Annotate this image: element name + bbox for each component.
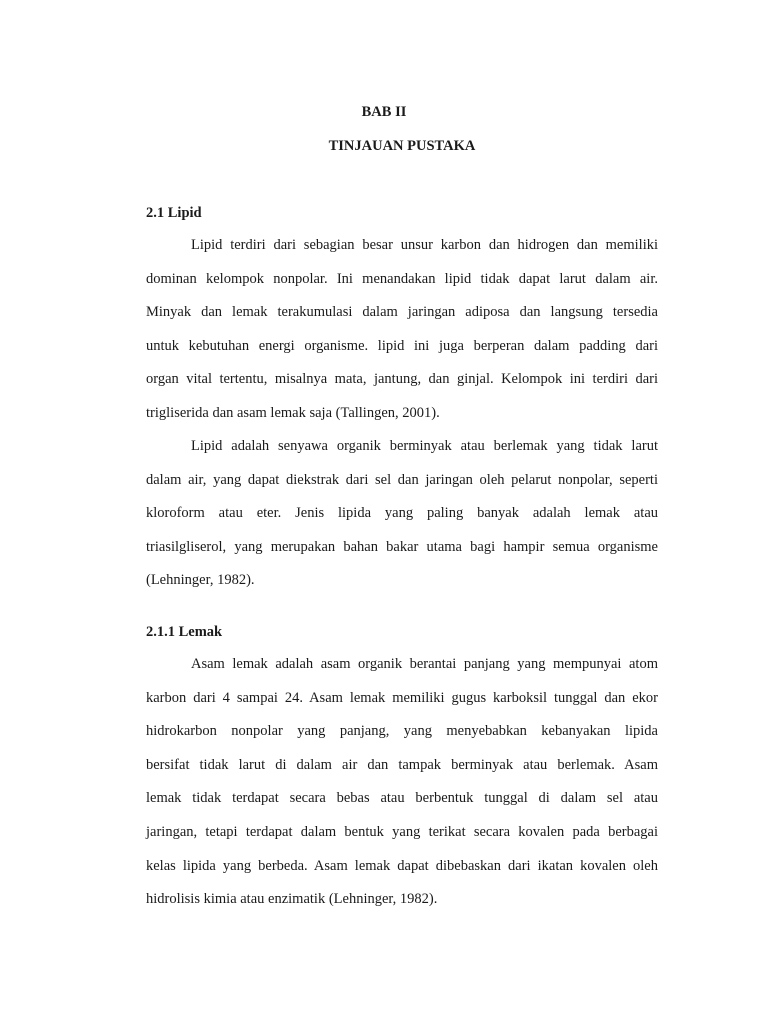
paragraph-line: (Lehninger, 1982). [146, 572, 255, 589]
paragraph-line: organ vital tertentu, misalnya mata, jantung, dan ginjal. Kelompok ini terdiri dari [146, 371, 658, 388]
paragraph [146, 648, 658, 917]
paragraph-line: kelas lipida yang berbeda. Asam lemak dapat dibebaskan dari ikatan kovalen oleh [146, 857, 658, 874]
paragraph-line: dalam air, yang dapat diekstrak dari sel dan jaringan oleh pelarut nonpolar, seperti [146, 471, 658, 488]
paragraph-line: untuk kebutuhan energi organisme. lipid ini juga berperan dalam padding dari [146, 337, 658, 354]
paragraph-line: Lipid terdiri dari sebagian besar unsur karbon dan hidrogen dan memiliki [191, 237, 658, 253]
paragraph [146, 430, 658, 598]
paragraph-line: lemak tidak terdapat secara bebas atau berbentuk tunggal di dalam sel atau [146, 790, 658, 807]
paragraph-line: hidrokarbon nonpolar yang panjang, yang menyebabkan kebanyakan lipida [146, 723, 658, 740]
section-heading-lipid: 2.1 Lipid [146, 205, 202, 221]
paragraph-line: jaringan, tetapi terdapat dalam bentuk yang terikat secara kovalen pada berbagai [146, 823, 658, 840]
paragraph [146, 229, 658, 431]
paragraph-line: karbon dari 4 sampai 24. Asam lemak memiliki gugus karboksil tunggal dan ekor [146, 689, 658, 706]
section-heading-lemak: 2.1.1 Lemak [146, 624, 223, 640]
paragraph-line: Asam lemak adalah asam organik berantai panjang yang mempunyai atom [191, 656, 658, 672]
paragraph-line: hidrolisis kimia atau enzimatik (Lehninger, 1982). [146, 891, 438, 908]
paragraph-line: kloroform atau eter. Jenis lipida yang paling banyak adalah lemak atau [146, 505, 658, 522]
paragraph-line: dominan kelompok nonpolar. Ini menandakan lipid tidak dapat larut dalam air. [146, 270, 658, 287]
paragraph-line: Lipid adalah senyawa organik berminyak atau berlemak yang tidak larut [191, 438, 658, 454]
paragraph-line: Minyak dan lemak terakumulasi dalam jaringan adiposa dan langsung tersedia [146, 304, 658, 321]
paragraph-line: trigliserida dan asam lemak saja (Tallingen, 2001). [146, 404, 440, 421]
paragraph-line: triasilgliserol, yang merupakan bahan bakar utama bagi hampir semua organisme [146, 538, 658, 555]
chapter-title: TINJAUAN PUSTAKA [328, 138, 476, 154]
paragraph-line: bersifat tidak larut di dalam air dan tampak berminyak atau berlemak. Asam [146, 756, 658, 773]
chapter-number: BAB II [361, 104, 407, 120]
